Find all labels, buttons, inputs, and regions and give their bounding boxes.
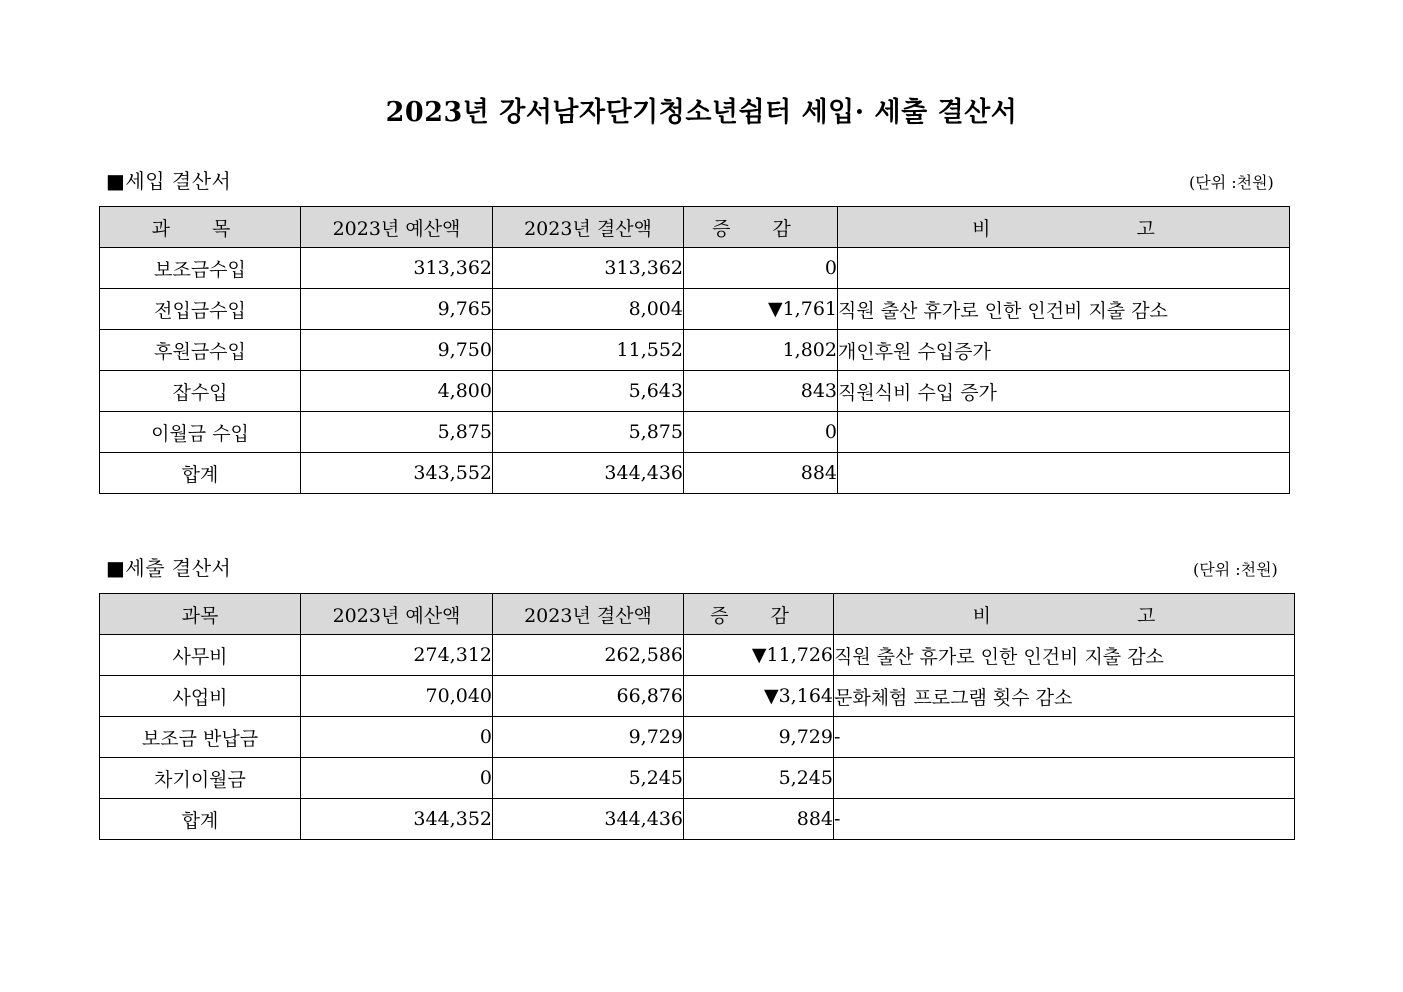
table-row xyxy=(100,758,1295,799)
header-diff: 증 감 xyxy=(684,594,834,635)
expense-table xyxy=(99,593,1295,840)
row-diff: 0 xyxy=(684,248,838,289)
table-row xyxy=(100,412,1290,453)
row-diff: ▼1,761 xyxy=(684,289,838,330)
table-row xyxy=(100,330,1290,371)
table-row xyxy=(100,289,1290,330)
revenue-unit-label: (단위 :천원) xyxy=(1189,173,1274,192)
row-diff: 5,245 xyxy=(684,758,834,799)
row-actual: 9,729 xyxy=(493,717,684,758)
total-item: 합계 xyxy=(100,799,301,840)
total-actual: 344,436 xyxy=(493,453,684,494)
revenue-header-row xyxy=(100,207,1290,248)
row-note: 직원 출산 휴가로 인한 인건비 지출 감소 xyxy=(838,289,1290,330)
row-budget: 9,765 xyxy=(301,289,493,330)
header-actual: 2023년 결산액 xyxy=(493,207,684,248)
row-note xyxy=(834,758,1295,799)
row-item: 후원금수입 xyxy=(100,330,301,371)
row-item: 사무비 xyxy=(100,635,301,676)
row-actual: 313,362 xyxy=(493,248,684,289)
table-row xyxy=(100,676,1295,717)
row-diff: 9,729 xyxy=(684,717,834,758)
expense-unit-label: (단위 :천원) xyxy=(1193,560,1278,579)
row-budget: 0 xyxy=(301,717,493,758)
row-diff: ▼11,726 xyxy=(684,635,834,676)
total-diff: 884 xyxy=(684,799,834,840)
total-note xyxy=(838,453,1290,494)
row-note: 직원식비 수입 증가 xyxy=(838,371,1290,412)
row-actual: 66,876 xyxy=(493,676,684,717)
row-budget: 4,800 xyxy=(301,371,493,412)
header-diff: 증 감 xyxy=(684,207,838,248)
row-actual: 5,643 xyxy=(493,371,684,412)
row-diff: 1,802 xyxy=(684,330,838,371)
header-item: 과 목 xyxy=(100,207,301,248)
row-item: 사업비 xyxy=(100,676,301,717)
header-budget: 2023년 예산액 xyxy=(301,594,493,635)
table-row xyxy=(100,248,1290,289)
table-row xyxy=(100,371,1290,412)
row-diff: 843 xyxy=(684,371,838,412)
row-note xyxy=(838,412,1290,453)
total-actual: 344,436 xyxy=(493,799,684,840)
row-actual: 5,875 xyxy=(493,412,684,453)
row-budget: 5,875 xyxy=(301,412,493,453)
expense-section-title: ■세출 결산서 xyxy=(106,556,232,580)
total-note: - xyxy=(834,799,1295,840)
header-budget: 2023년 예산액 xyxy=(301,207,493,248)
row-item: 전입금수입 xyxy=(100,289,301,330)
row-budget: 313,362 xyxy=(301,248,493,289)
total-row xyxy=(100,799,1295,840)
row-budget: 0 xyxy=(301,758,493,799)
row-actual: 5,245 xyxy=(493,758,684,799)
row-note: 개인후원 수입증가 xyxy=(838,330,1290,371)
table-row xyxy=(100,717,1295,758)
row-note xyxy=(838,248,1290,289)
row-item: 잡수입 xyxy=(100,371,301,412)
revenue-table xyxy=(99,206,1290,494)
total-budget: 344,352 xyxy=(301,799,493,840)
row-budget: 274,312 xyxy=(301,635,493,676)
row-item: 보조금수입 xyxy=(100,248,301,289)
row-note: 문화체험 프로그램 횟수 감소 xyxy=(834,676,1295,717)
header-note: 비 고 xyxy=(838,207,1290,248)
header-note: 비 고 xyxy=(834,594,1295,635)
total-item: 합계 xyxy=(100,453,301,494)
row-actual: 262,586 xyxy=(493,635,684,676)
header-actual: 2023년 결산액 xyxy=(493,594,684,635)
row-actual: 11,552 xyxy=(493,330,684,371)
total-row xyxy=(100,453,1290,494)
revenue-section-title: ■세입 결산서 xyxy=(106,169,232,193)
expense-header-row xyxy=(100,594,1295,635)
row-actual: 8,004 xyxy=(493,289,684,330)
document-title: 2023년 강서남자단기청소년쉼터 세입· 세출 결산서 xyxy=(385,97,1018,128)
table-row xyxy=(100,635,1295,676)
total-diff: 884 xyxy=(684,453,838,494)
header-item: 과목 xyxy=(100,594,301,635)
row-diff: 0 xyxy=(684,412,838,453)
row-note: 직원 출산 휴가로 인한 인건비 지출 감소 xyxy=(834,635,1295,676)
row-item: 차기이월금 xyxy=(100,758,301,799)
row-diff: ▼3,164 xyxy=(684,676,834,717)
row-budget: 70,040 xyxy=(301,676,493,717)
row-budget: 9,750 xyxy=(301,330,493,371)
row-item: 이월금 수입 xyxy=(100,412,301,453)
row-note: - xyxy=(834,717,1295,758)
row-item: 보조금 반납금 xyxy=(100,717,301,758)
total-budget: 343,552 xyxy=(301,453,493,494)
